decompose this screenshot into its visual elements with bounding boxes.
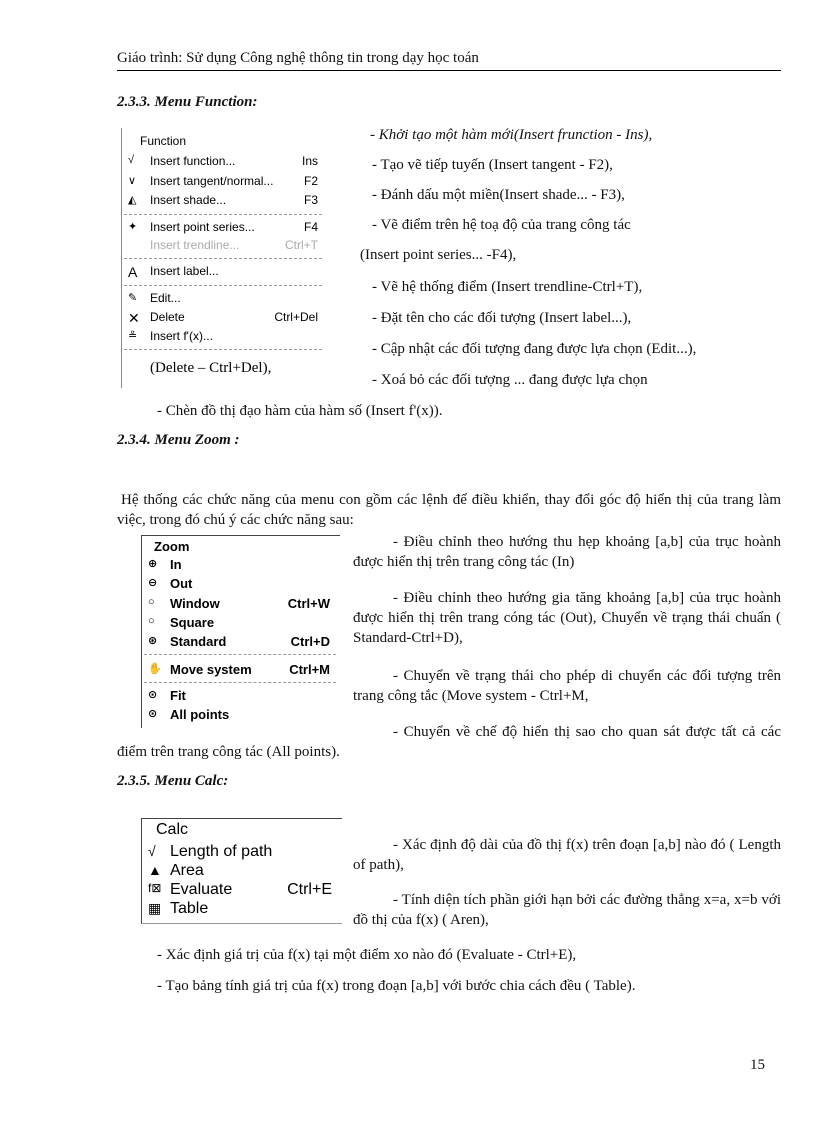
calc-menu [141,818,342,924]
menu-item-zoom-out[interactable]: ⊖ Out [148,576,193,591]
menu-item-area[interactable]: ▲ Area [148,862,204,879]
fn-line-5: (Insert point series... -F4), [360,247,517,263]
section-2-3-3-heading: 2.3.3. Menu Function: [117,94,258,110]
zoom-out-icon: ⊖ [148,577,158,589]
menu-item-insert-point-series[interactable]: ✦ Insert point series... F4 [128,220,318,234]
fn-line-7: - Đặt tên cho các đối tượng (Insert label...), [372,310,632,326]
standard-zoom-icon: ⊛ [148,635,158,647]
label-icon: A [128,264,138,280]
length-of-path-desc: - Xác định độ dài của đồ thị f(x) trên đoạn [a,b] nào đó ( Length of path), [353,837,781,873]
menu-separator [144,682,336,683]
menu-item-zoom-fit[interactable]: ⊙ Fit [148,688,186,703]
menu-item-insert-derivative[interactable]: ≗ Insert f'(x)... [128,329,213,343]
section-2-3-5-heading: 2.3.5. Menu Calc: [117,773,229,789]
menu-item-length-of-path[interactable]: √ Length of path [148,843,273,860]
fn-line-9: - Xoá bỏ các đối tượng ... đang được lựa chọn [372,372,648,388]
menu-item-zoom-in[interactable]: ⊕ In [148,557,182,572]
derivative-icon: ≗ [128,330,138,342]
magnifier-icon: ○ [148,615,155,627]
function-menu-title: Function [140,134,187,148]
move-system-desc: - Chuyển về trạng thái cho phép di chuyển các đối tượng trên trang công tắc (Move system - Ctrl+M, [353,668,781,704]
menu-item-insert-shade[interactable]: ◭ Insert shade... F3 [128,193,318,207]
zoom-intro: Hệ thống các chức năng của menu con gồm các lệnh để điều khiển, thay đổi góc độ hiển thị của trang làm việc, trong đó chú ý các chức năng sau: [117,492,781,528]
page-header: Giáo trình: Sử dụng Công nghệ thông tin trong dạy học toán [117,50,479,66]
menu-item-move-system[interactable]: ✋ Move system Ctrl+M [148,662,330,677]
table-desc: - Tạo bảng tính giá trị của f(x) trong đoạn [a,b] với bước chia cách đều ( Table). [157,978,636,994]
menu-item-edit[interactable]: ✎ Edit... [128,291,181,305]
zoom-in-icon: ⊕ [148,558,158,570]
fn-line-3: - Đánh dấu một miền(Insert shade... - F3), [372,187,625,203]
menu-item-zoom-standard[interactable]: ⊛ Standard Ctrl+D [148,634,330,649]
menu-item-delete[interactable]: ✕ Delete Ctrl+Del [128,310,318,326]
tangent-icon: ∨ [128,175,137,187]
menu-item-zoom-square[interactable]: ○ Square [148,615,215,630]
fn-line-8: - Cập nhật các đối tượng đang được lựa chọn (Edit...), [372,341,697,357]
menu-separator [124,258,322,259]
section-2-3-4-heading: 2.3.4. Menu Zoom : [117,432,240,448]
function-menu [121,128,326,388]
calc-menu-title: Calc [156,821,189,838]
header-rule [117,70,781,71]
menu-item-insert-function[interactable]: √ Insert function... Ins [128,154,318,168]
zoom-menu-title: Zoom [154,539,190,554]
menu-separator [124,214,322,215]
page-number: 15 [750,1057,765,1073]
fn-line-1: - Khởi tạo một hàm mới(Insert frunction - Ins), [370,127,653,143]
evaluate-icon: f⊠ [148,881,162,895]
magnifier-icon: ○ [148,596,155,608]
area-desc: - Tính diện tích phần giới hạn bởi các đường thẳng x=a, x=b với đồ thị của f(x) ( Aren), [353,892,781,928]
all-points-icon: ⊙ [148,708,158,720]
menu-separator [144,654,336,655]
table-icon: ▦ [148,900,162,916]
menu-item-insert-label[interactable]: A Insert label... [128,264,219,280]
menu-separator [124,349,322,350]
fn-after: - Chèn đồ thị đạo hàm của hàm số (Insert f'(x)). [157,403,443,419]
area-icon: ▲ [148,862,162,878]
delete-icon: ✕ [128,310,140,326]
menu-item-evaluate[interactable]: f⊠ Evaluate Ctrl+E [148,881,332,898]
shade-icon: ◭ [128,194,137,206]
all-points-desc: - Chuyển về chế độ hiển thị sao cho quan sát được tất cả các điểm trên trang công tác (All points). [117,724,781,760]
hand-icon: ✋ [148,663,162,675]
menu-item-insert-tangent[interactable]: ∨ Insert tangent/normal... F2 [128,174,318,188]
path-icon: √ [148,843,156,859]
point-series-icon: ✦ [128,221,138,233]
menu-item-all-points[interactable]: ⊙ All points [148,707,230,722]
evaluate-desc: - Xác định giá trị của f(x) tại một điểm xo nào đó (Evaluate - Ctrl+E), [157,947,577,963]
menu-item-table[interactable]: ▦ Table [148,900,209,917]
menu-separator [124,285,322,286]
zoom-out-desc: - Điều chỉnh theo hướng gia tăng khoảng [a,b] của trục hoành được hiển thị trên trang cóng tác (Out), Chuyển về trạng thái chuẩn ( Standard-Ctrl+D), [353,590,781,646]
fn-line-4: - Vẽ điểm trên hệ toạ độ của trang công tác [372,217,631,233]
menu-item-insert-trendline: Insert trendline... Ctrl+T [150,238,318,252]
zoom-menu [141,535,340,728]
fn-line-6: - Vẽ hệ thống điểm (Insert trendline-Ctrl+T), [372,279,643,295]
menu-item-zoom-window[interactable]: ○ Window Ctrl+W [148,596,330,611]
fn-line-2: - Tạo vẽ tiếp tuyến (Insert tangent - F2), [372,157,613,173]
fit-icon: ⊙ [148,689,158,701]
menu-caption: (Delete – Ctrl+Del), [150,360,272,376]
edit-icon: ✎ [128,292,138,304]
function-curve-icon: √ [128,154,135,166]
zoom-in-desc: - Điều chỉnh theo hướng thu hẹp khoảng [a,b] của trục hoành được hiển thị trên trang công tác (In) [353,534,781,570]
